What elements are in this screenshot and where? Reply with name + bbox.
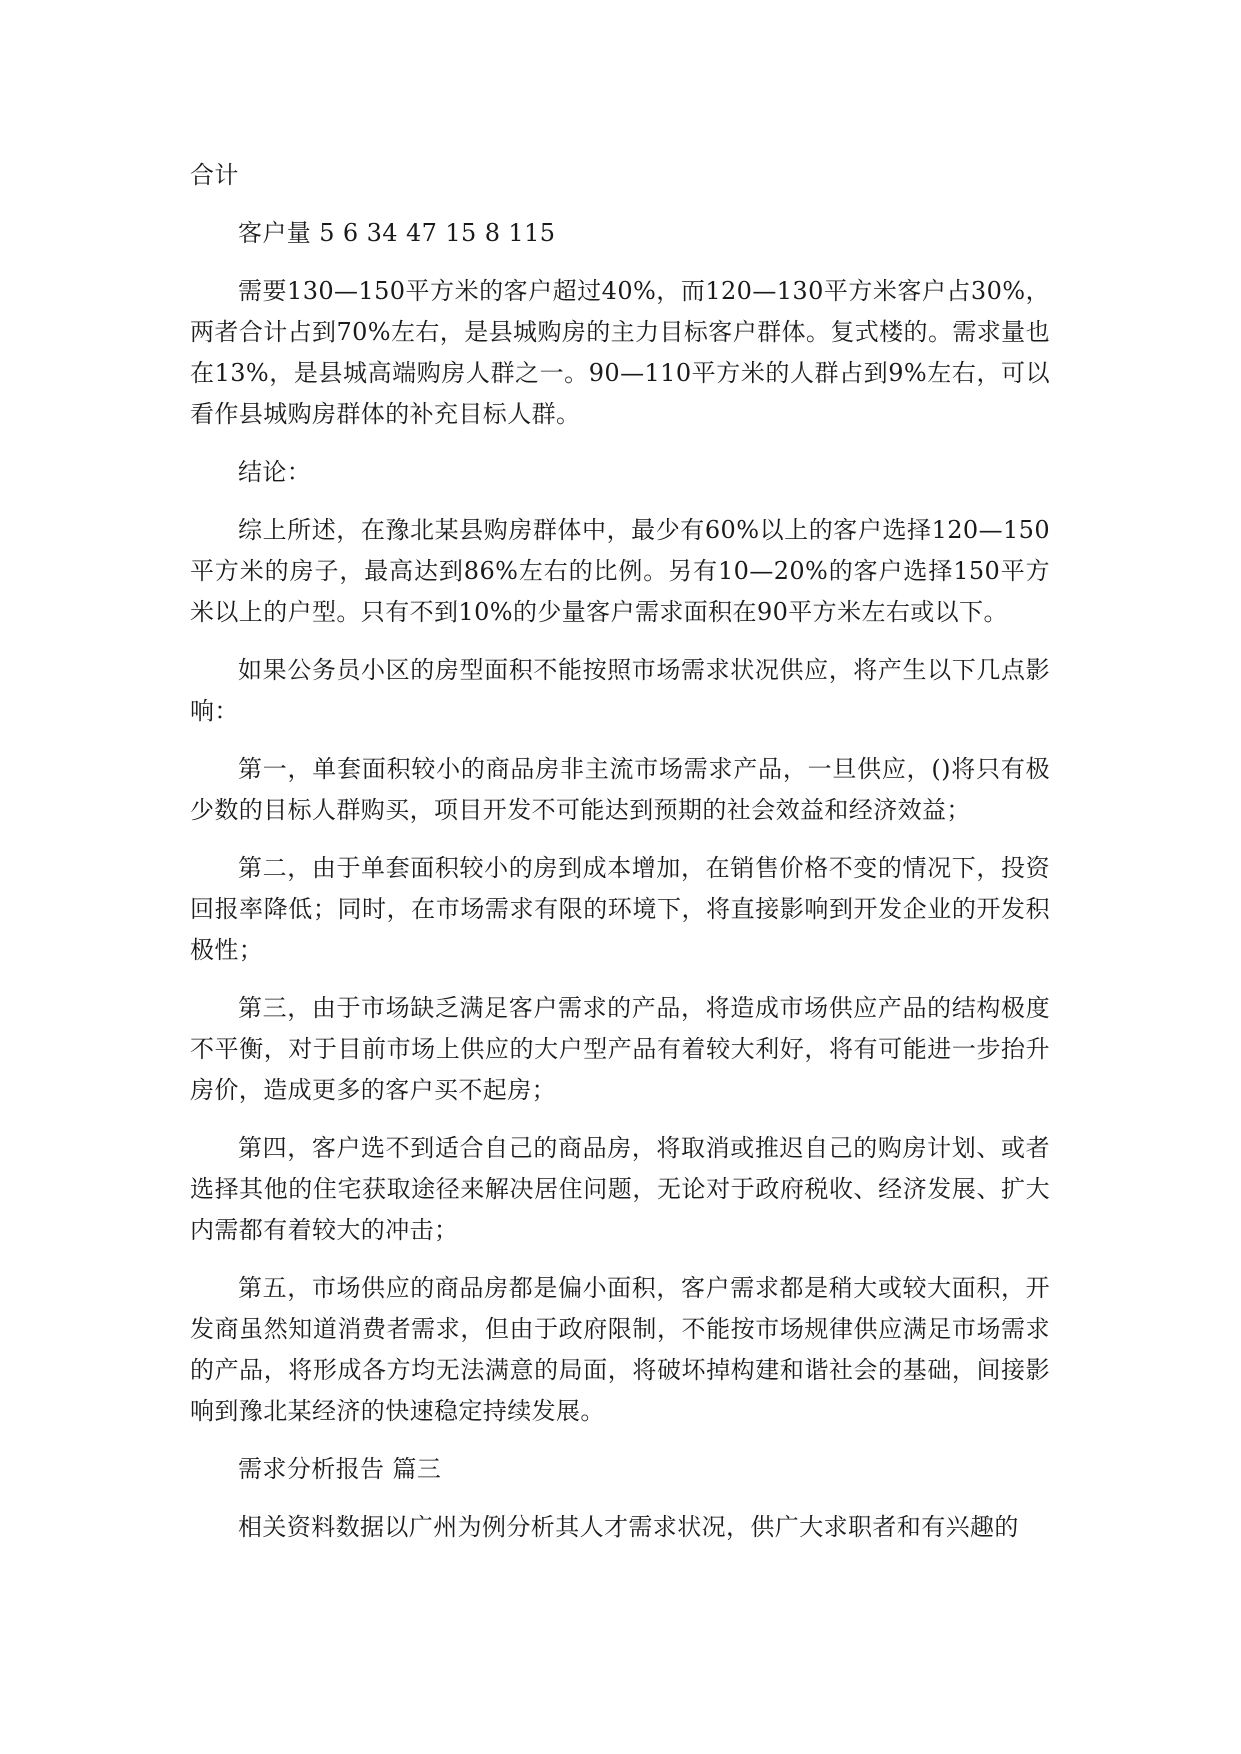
table-total-label: 合计 [190, 161, 239, 189]
section-heading: 需求分析报告 篇三 [238, 1455, 442, 1483]
impact-intro-paragraph: 如果公务员小区的房型面积不能按照市场需求状况供应，将产生以下几点影响： [190, 656, 1050, 725]
impact-point-5: 第五，市场供应的商品房都是偏小面积，客户需求都是稍大或较大面积，开发商虽然知道消费者需求，但由于政府限制，不能按市场规律供应满足市场需求的产品，将形成各方均无法满意的局面，将破坏掉构建和谐社会的基础，间接影响到豫北某经济的快速稳定持续发展。 [190, 1274, 1050, 1425]
impact-point-1: 第一，单套面积较小的商品房非主流市场需求产品，一旦供应，()将只有极少数的目标人群购买，项目开发不可能达到预期的社会效益和经济效益； [190, 755, 1050, 824]
table-customer-count-row: 客户量 5 6 34 47 15 8 115 [238, 219, 556, 247]
impact-point-4: 第四，客户选不到适合自己的商品房，将取消或推迟自己的购房计划、或者选择其他的住宅获取途径来解决居住问题，无论对于政府税收、经济发展、扩大内需都有着较大的冲击； [190, 1134, 1050, 1244]
section-intro-paragraph: 相关资料数据以广州为例分析其人才需求状况，供广大求职者和有兴趣的 [238, 1513, 1019, 1541]
impact-point-3: 第三，由于市场缺乏满足客户需求的产品，将造成市场供应产品的结构极度不平衡，对于目前市场上供应的大户型产品有着较大利好，将有可能进一步抬升房价，造成更多的客户买不起房； [190, 994, 1050, 1104]
conclusion-heading: 结论： [238, 458, 312, 486]
conclusion-paragraph: 综上所述，在豫北某县购房群体中，最少有60%以上的客户选择120—150平方米的房子，最高达到86%左右的比例。另有10—20%的客户选择150平方米以上的户型。只有不到10%的少量客户需求面积在90平方米左右或以下。 [190, 516, 1050, 626]
document-page [190, 155, 1050, 1548]
impact-point-2: 第二，由于单套面积较小的房到成本增加，在销售价格不变的情况下，投资回报率降低；同时，在市场需求有限的环境下，将直接影响到开发企业的开发积极性； [190, 854, 1050, 964]
analysis-paragraph: 需要130—150平方米的客户超过40%，而120—130平方米客户占30%，两者合计占到70%左右，是县城购房的主力目标客户群体。复式楼的。需求量也在13%，是县城高端购房人群之一。90—110平方米的人群占到9%左右，可以看作县城购房群体的补充目标人群。 [190, 277, 1050, 428]
